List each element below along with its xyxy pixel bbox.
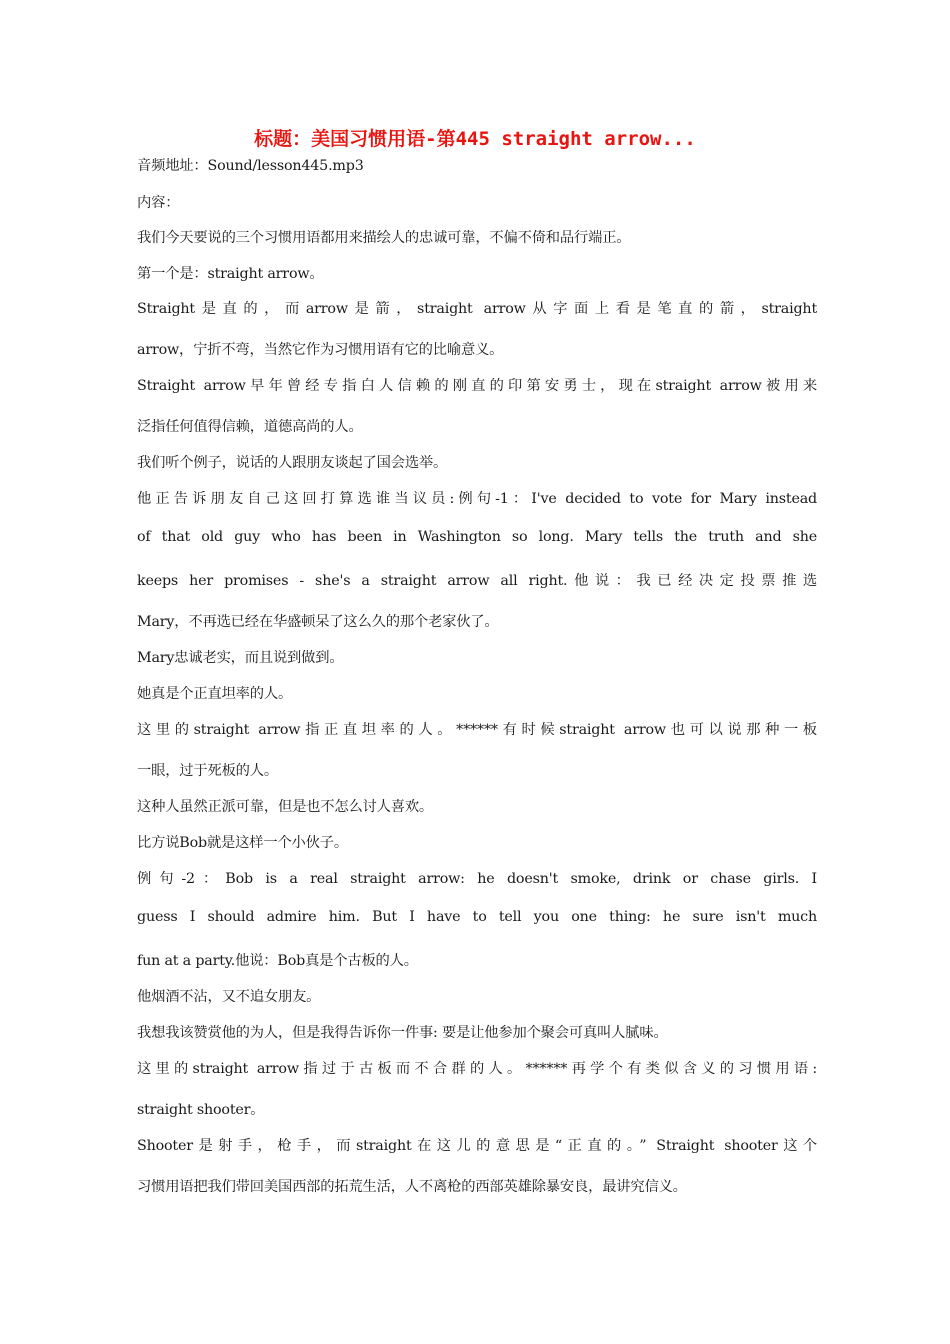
paragraph-line: 我想我该赞赏他的为人，但是我得告诉你一件事: 要是让他参加个聚会可真叫人腻味。 <box>137 1025 668 1041</box>
paragraph-line: Straight arrow早年曾经专指白人信赖的刚直的印第安勇士，现在straight arrow被用来 <box>137 378 817 394</box>
example-line: 例句-2：Bob is a real straight arrow: he doesn't smoke, drink or chase girls. I <box>137 871 817 887</box>
example-line: fun at a party.他说：Bob真是个古板的人。 <box>137 953 418 969</box>
paragraph-line: 比方说Bob就是这样一个小伙子。 <box>137 835 348 851</box>
paragraph-line: Mary，不再选已经在华盛顿呆了这么久的那个老家伙了。 <box>137 614 499 630</box>
paragraph-line: Straight是直的，而arrow是箭，straight arrow从字面上看是笔直的箭，straight <box>137 301 817 317</box>
paragraph-line: 习惯用语把我们带回美国西部的拓荒生活，人不离枪的西部英雄除暴安良，最讲究信义。 <box>137 1179 687 1195</box>
paragraph-line: Mary忠诚老实，而且说到做到。 <box>137 650 344 666</box>
audio-address-line: 音频地址：Sound/lesson445.mp3 <box>137 158 364 174</box>
paragraph-line: 她真是个正直坦率的人。 <box>137 686 293 702</box>
paragraph-line: 这种人虽然正派可靠，但是也不怎么讨人喜欢。 <box>137 799 434 815</box>
paragraph-line: 我们听个例子，说话的人跟朋友谈起了国会选举。 <box>137 455 448 471</box>
example-line: of that old guy who has been in Washington so long. Mary tells the truth and she <box>137 529 817 545</box>
example-line: keeps her promises - she's a straight arrow all right.他说：我已经决定投票推选 <box>137 573 817 589</box>
page-title: 标题：美国习惯用语-第445 straight arrow... <box>254 128 696 150</box>
example-line: guess I should admire him. But I have to tell you one thing: he sure isn't much <box>137 909 817 925</box>
example-line: 他正告诉朋友自己这回打算选谁当议员:例句-1：I've decided to vote for Mary instead <box>137 491 817 507</box>
paragraph-line: straight shooter。 <box>137 1102 265 1118</box>
paragraph-line: 这里的straight arrow指正直坦率的人。******有时候straight arrow也可以说那种一板 <box>137 722 817 738</box>
paragraph-line: 一眼，过于死板的人。 <box>137 763 278 779</box>
paragraph-line: 他烟酒不沾，又不追女朋友。 <box>137 989 321 1005</box>
paragraph-line: 这里的straight arrow指过于古板而不合群的人。******再学个有类似含义的习惯用语: <box>137 1061 817 1077</box>
content-label: 内容： <box>137 195 180 211</box>
paragraph-line: 泛指任何值得信赖，道德高尚的人。 <box>137 419 363 435</box>
paragraph-line: arrow，宁折不弯，当然它作为习惯用语有它的比喻意义。 <box>137 342 504 358</box>
paragraph-line: Shooter是射手，枪手，而straight在这儿的意思是“正直的。” Straight shooter这个 <box>137 1138 817 1154</box>
paragraph-line: 我们今天要说的三个习惯用语都用来描绘人的忠诚可靠，不偏不倚和品行端正。 <box>137 230 631 246</box>
paragraph-line: 第一个是：straight arrow。 <box>137 266 324 282</box>
